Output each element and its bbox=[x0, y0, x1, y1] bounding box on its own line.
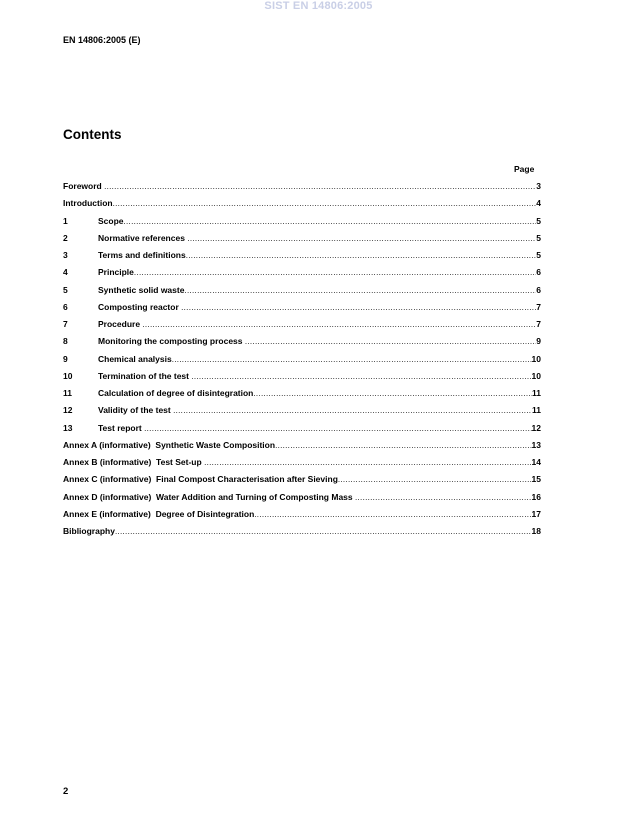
toc-leader-dots bbox=[104, 182, 536, 191]
toc-leader-dots bbox=[254, 510, 531, 519]
toc-entry-title: Foreword bbox=[63, 181, 105, 191]
toc-entry-number: 5 bbox=[63, 284, 68, 295]
toc-entry[interactable] bbox=[63, 509, 541, 526]
toc-entry-title: Test report bbox=[98, 422, 145, 433]
toc-entry-page: 5 bbox=[536, 215, 541, 226]
page-number: 2 bbox=[63, 786, 69, 797]
toc-entry[interactable] bbox=[63, 285, 541, 302]
toc-entry-title: Principle bbox=[98, 267, 134, 278]
watermark-text: SIST EN 14806:2005 bbox=[264, 0, 373, 12]
toc-entry[interactable] bbox=[63, 474, 541, 491]
toc-entry-title: Synthetic solid waste bbox=[98, 284, 185, 295]
toc-entry-title: Annex D (informative) Water Addition and Turning of Composting Mass bbox=[63, 491, 355, 502]
toc-leader-dots bbox=[187, 234, 536, 243]
toc-entry-page: 16 bbox=[531, 491, 541, 502]
toc-entry-title: Monitoring the composting process bbox=[98, 336, 245, 347]
toc-entry-title: Annex E (informative) Degree of Disintegration bbox=[63, 508, 255, 519]
toc-leader-dots bbox=[115, 527, 532, 536]
toc-entry-page: 3 bbox=[536, 181, 541, 191]
toc-entry[interactable] bbox=[63, 492, 541, 509]
toc-entry[interactable] bbox=[63, 440, 541, 457]
toc-entry-page: 12 bbox=[531, 422, 541, 433]
toc-entry[interactable] bbox=[63, 526, 541, 543]
toc-entry-page: 15 bbox=[531, 474, 541, 485]
toc-entry-page: 14 bbox=[531, 457, 541, 467]
toc-entry-page: 18 bbox=[531, 526, 541, 536]
toc-entry-page: 9 bbox=[536, 336, 541, 347]
toc-entry[interactable] bbox=[63, 319, 541, 336]
toc-entry-title: Annex A (informative) Synthetic Waste Composition bbox=[63, 439, 276, 450]
toc-entry-title: Annex C (informative) Final Compost Characterisation after Sieving bbox=[63, 474, 338, 485]
toc-entry-number: 8 bbox=[63, 336, 68, 347]
toc-leader-dots bbox=[134, 268, 536, 277]
toc-entry-page: 5 bbox=[536, 250, 541, 260]
toc-leader-dots bbox=[181, 303, 536, 312]
page-column-label: Page bbox=[514, 164, 535, 174]
toc-entry-title: Bibliography bbox=[63, 526, 115, 536]
toc-entry-title: Scope bbox=[98, 215, 124, 226]
toc-entry[interactable] bbox=[63, 423, 541, 440]
toc-entry-page: 6 bbox=[536, 284, 541, 295]
toc-entry-title: Procedure bbox=[98, 319, 143, 329]
toc-entry-page: 4 bbox=[536, 198, 541, 209]
toc-entry[interactable] bbox=[63, 198, 541, 215]
toc-leader-dots bbox=[275, 441, 531, 450]
toc-leader-dots bbox=[253, 389, 532, 398]
toc-entry[interactable] bbox=[63, 267, 541, 284]
toc-entry-page: 5 bbox=[536, 232, 541, 243]
toc-entry-title: Normative references bbox=[98, 232, 188, 243]
toc-entry-number: 12 bbox=[63, 405, 73, 416]
toc-entry-title: Terms and definitions bbox=[98, 250, 186, 260]
toc-leader-dots bbox=[245, 337, 536, 346]
toc-entry[interactable] bbox=[63, 250, 541, 267]
toc-entry[interactable] bbox=[63, 405, 541, 422]
document-id: EN 14806:2005 (E) bbox=[63, 35, 141, 45]
toc-entry-page: 10 bbox=[531, 370, 541, 381]
toc-entry-number: 3 bbox=[63, 250, 68, 260]
toc-entry-number: 11 bbox=[63, 388, 72, 398]
table-of-contents bbox=[63, 181, 541, 543]
toc-entry-number: 7 bbox=[63, 319, 68, 329]
toc-entry[interactable] bbox=[63, 354, 541, 371]
toc-leader-dots bbox=[184, 286, 536, 295]
toc-entry-title: Termination of the test bbox=[98, 370, 192, 381]
toc-leader-dots bbox=[186, 251, 537, 260]
toc-leader-dots bbox=[191, 372, 531, 381]
toc-entry-page: 11 bbox=[532, 388, 541, 398]
toc-entry-page: 10 bbox=[531, 353, 541, 364]
toc-entry-page: 17 bbox=[531, 508, 541, 519]
toc-entry-number: 2 bbox=[63, 232, 68, 243]
toc-entry-page: 11 bbox=[532, 405, 541, 416]
toc-entry[interactable] bbox=[63, 388, 541, 405]
toc-leader-dots bbox=[124, 217, 537, 226]
toc-entry-number: 4 bbox=[63, 267, 68, 278]
toc-leader-dots bbox=[204, 458, 531, 467]
toc-entry-page: 7 bbox=[536, 319, 541, 329]
toc-entry[interactable] bbox=[63, 371, 541, 388]
toc-entry[interactable] bbox=[63, 302, 541, 319]
toc-entry[interactable] bbox=[63, 336, 541, 353]
toc-entry-page: 6 bbox=[536, 267, 541, 278]
toc-entry-title: Calculation of degree of disintegration bbox=[98, 388, 254, 398]
toc-entry-number: 9 bbox=[63, 353, 68, 364]
toc-leader-dots bbox=[172, 355, 532, 364]
page-title: Contents bbox=[63, 127, 122, 142]
toc-entry[interactable] bbox=[63, 233, 541, 250]
toc-entry-title: Introduction bbox=[63, 198, 113, 209]
toc-entry[interactable] bbox=[63, 457, 541, 474]
toc-leader-dots bbox=[173, 406, 532, 415]
toc-entry[interactable] bbox=[63, 181, 541, 198]
toc-entry-page: 7 bbox=[536, 301, 541, 312]
toc-leader-dots bbox=[338, 475, 532, 484]
toc-entry-title: Chemical analysis bbox=[98, 353, 172, 364]
toc-entry-number: 6 bbox=[63, 301, 68, 312]
toc-leader-dots bbox=[355, 493, 532, 502]
toc-entry-title: Validity of the test bbox=[98, 405, 174, 416]
toc-entry-number: 13 bbox=[63, 422, 73, 433]
toc-entry-title: Composting reactor bbox=[98, 301, 182, 312]
toc-entry-number: 10 bbox=[63, 370, 73, 381]
toc-entry-title: Annex B (informative) Test Set-up bbox=[63, 457, 205, 467]
toc-leader-dots bbox=[113, 199, 537, 208]
toc-entry[interactable] bbox=[63, 216, 541, 233]
toc-entry-page: 13 bbox=[531, 439, 541, 450]
toc-entry-number: 1 bbox=[63, 215, 68, 226]
toc-leader-dots bbox=[144, 424, 531, 433]
toc-leader-dots bbox=[142, 320, 536, 329]
